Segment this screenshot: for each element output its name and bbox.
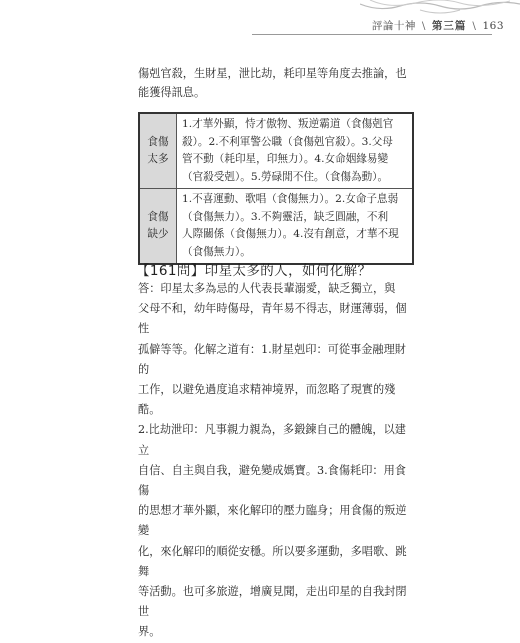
row-line: （食傷無力）。3.不夠靈活，缺乏圓融，不利 [182, 210, 389, 223]
intro-paragraph: 傷剋官殺，生財星，泄比劫，耗印星等角度去推論，也能獲得訊息。 [138, 67, 407, 99]
table-row [139, 113, 413, 189]
answer-line: 孤僻等等。化解之道有：1.財星剋印：可從事金融理財的 [138, 342, 406, 376]
answer-line: 界。 [138, 625, 161, 639]
table-row [139, 189, 413, 265]
row-line: （食傷無力）。 [182, 245, 251, 258]
shishang-table [138, 112, 414, 265]
answer-line: 答：印星太多為忌的人代表長輩溺愛，缺乏獨立，與 [138, 282, 396, 295]
row-line: 1.才華外顯，恃才傲物、叛逆霸道（食傷剋官 [182, 118, 394, 130]
page-number: 163 [482, 19, 504, 32]
answer-line: 自信、自主與自我，避免變成媽寶。3.食傷耗印：用食傷 [138, 463, 406, 498]
answer-line: 父母不和，幼年時傷母，青年易不得志，財運薄弱，個性 [138, 302, 407, 336]
answer-line: 工作，以避免過度追求精神境界，而忽略了現實的殘酷。 [138, 383, 396, 417]
row-line: （官殺受剋）。5.勞碌閒不住。（食傷為動）。 [182, 170, 389, 183]
answer-line: 2.比劫泄印：凡事親力親為，多鍛鍊自己的體魄，以建立 [138, 423, 406, 457]
header-rule [252, 34, 492, 35]
answer-line: 化，來化解印的順從安穩。所以要多運動，多唱歌、跳舞 [138, 544, 407, 578]
row-line: 1.不喜運動、歌唱（食傷無力）。2.女命子息弱 [182, 193, 399, 205]
row-line: 殺）。2.不利軍警公職（食傷剋官殺）。3.父母 [182, 135, 393, 148]
question-heading: 【161問】印星太多的人，如何化解？ [136, 263, 372, 279]
running-header [372, 18, 504, 33]
row-label: 食傷缺少 [139, 189, 177, 265]
row-content [177, 189, 414, 265]
answer-paragraph [138, 279, 410, 643]
header-ornament [360, 0, 520, 16]
row-content [177, 113, 414, 189]
header-separator: \ [472, 19, 477, 32]
row-label: 食傷太多 [139, 113, 177, 189]
row-line: 人際關係（食傷無力）。4.沒有創意，才華不現 [182, 228, 399, 240]
answer-line: 等活動。也可多旅遊，增廣見聞，走出印星的自我封閉世 [138, 585, 407, 619]
book-title: 評論十神 [371, 20, 416, 32]
row-line: 管不動（耗印星，印無力）。4.女命姻緣易變 [182, 153, 389, 165]
chapter-label: 第三篇 [431, 20, 467, 32]
header-separator: \ [421, 19, 426, 32]
answer-line: 的思想才華外顯，來化解印的壓力臨身；用食傷的叛逆變 [138, 504, 407, 538]
